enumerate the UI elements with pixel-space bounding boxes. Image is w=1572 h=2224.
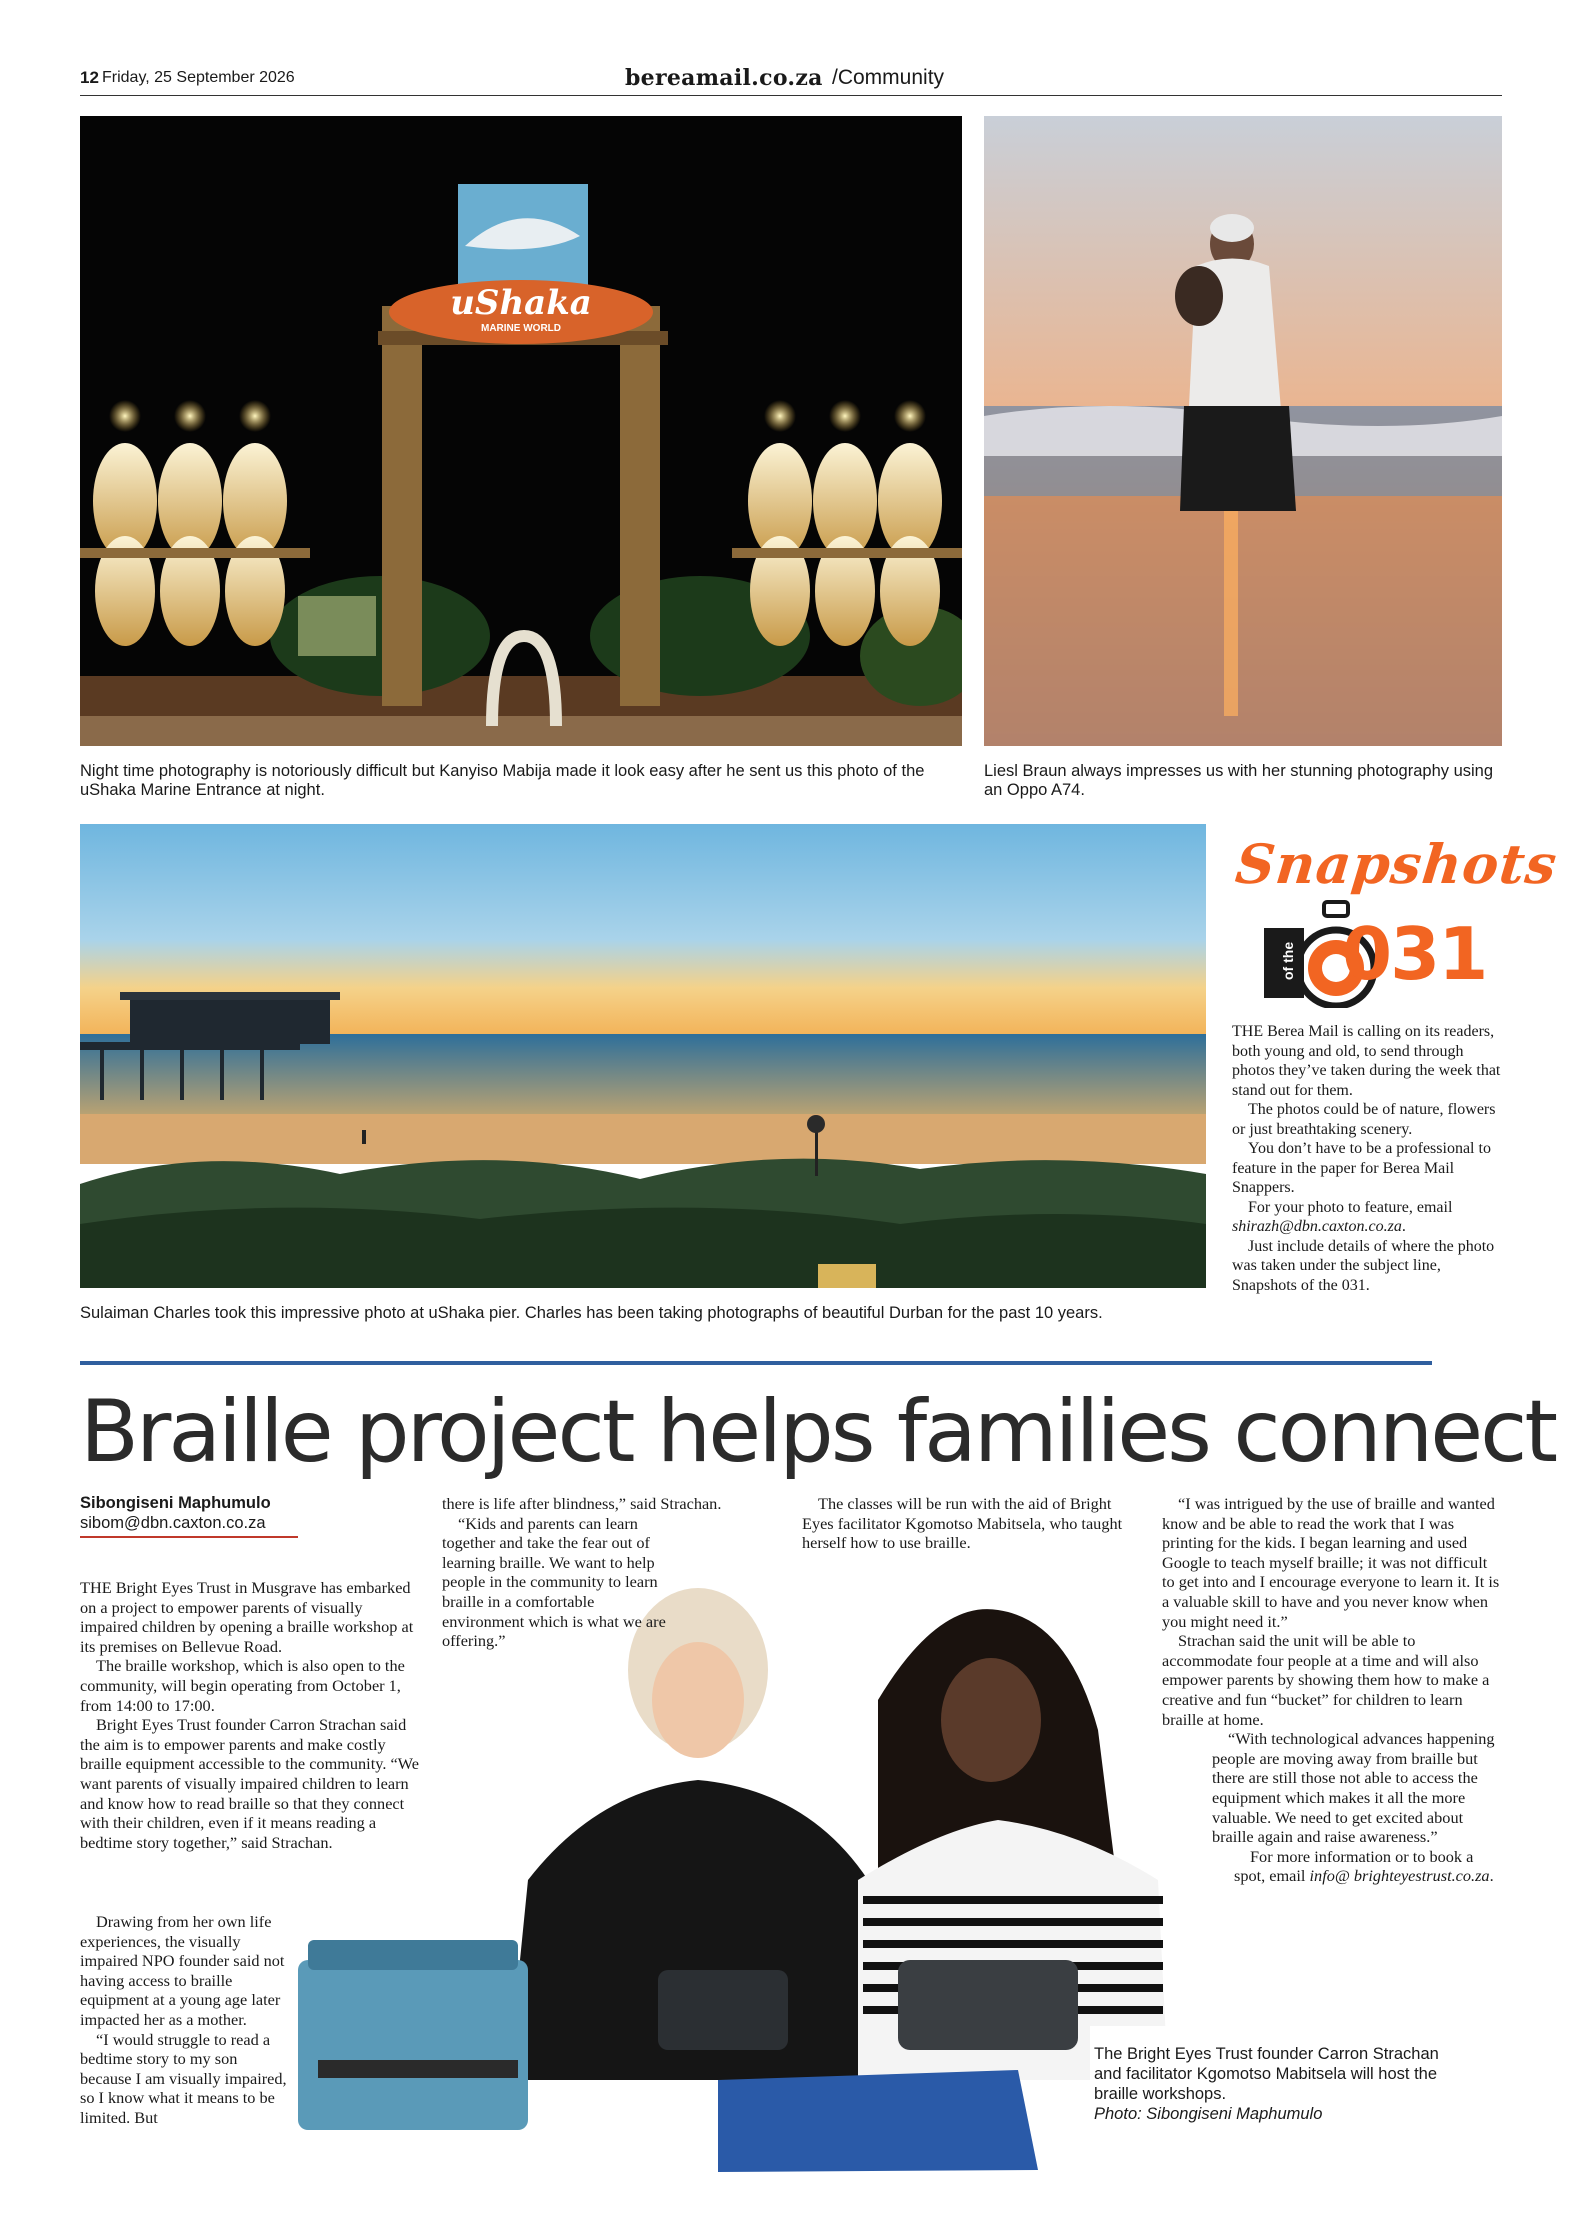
snapshots-logo	[1226, 832, 1561, 1012]
article-column-2	[442, 1494, 782, 1651]
ushaka-night-caption: Night time photography is notoriously difficult but Kanyiso Mabija made it look easy after he sent us this photo of the uShaka Marine Entrance at night.	[80, 762, 925, 799]
article-para: “I was intrigued by the use of braille and wanted know and be able to read the work that I was printing for the kids. I began learning and used Google to teach myself braille; it was not difficult to get into and I encourage everyone to learn it. It is a valuable skill to have and you never know when you might need it.”	[1162, 1494, 1500, 1631]
article-para: “I would struggle to read a bedtime story to my son because I am visually impaired, so I know what it means to be limited. But	[80, 2029, 287, 2127]
article-para: Drawing from her own life experiences, the visually impaired NPO founder said not having access to braille equipment at a young age later impacted her as a mother.	[80, 1912, 285, 2029]
feature-photo-credit: Photo: Sibongiseni Maphumulo	[1094, 2105, 1323, 2123]
article-column-4	[1162, 1494, 1502, 1886]
byline-underline	[80, 1536, 298, 1538]
snapshots-para-3: You don’t have to be a professional to feature in the paper for Berea Mail Snappers.	[1232, 1140, 1491, 1196]
article-para: Strachan said the unit will be able to accommodate four people at a time and will also empower parents by showing them how to make a creative and fun “bucket” for children to learn braille at home.	[1162, 1631, 1490, 1729]
issue-date: Friday, 25 September 2026	[102, 69, 295, 86]
article-para: “With technological advances happening people are moving away from braille but there are still those not able to access the equipment which makes it all the more valuable. We need to get excited about braille again and raise awareness.”	[1212, 1729, 1495, 1847]
snapshots-wordmark: Snapshots	[1232, 832, 1561, 896]
snapshots-para-4: For your photo to feature, email shirazh@dbn.caxton.co.za.	[1232, 1198, 1453, 1235]
page-number: 12	[80, 68, 99, 87]
article-para: “Kids and parents can learn together and take the fear out of learning braille. We want to help people in the community to learn braille in a comfortable environment which is what we are offering.”	[442, 1513, 666, 1651]
article-column-3	[802, 1494, 1142, 1553]
snapshots-para-1: THE Berea Mail is calling on its readers, both young and old, to send through photos they’ve taken during the week that stand out for them.	[1232, 1023, 1501, 1099]
article-column-1-wrap	[80, 1912, 288, 2128]
article-para: For more information or to book a spot, email info@ brighteyestrust.co.za.	[1234, 1846, 1494, 1886]
of-the-label: of the	[1280, 941, 1296, 980]
byline-author: Sibongiseni Maphumulo	[80, 1494, 271, 1512]
article-para: there is life after blindness,” said Strachan.	[442, 1494, 722, 1513]
contact-email: info@ brighteyestrust.co.za	[1309, 1866, 1490, 1886]
ushaka-sign-text: uShaka	[450, 283, 592, 323]
ushaka-pier-caption: Sulaiman Charles took this impressive photo at uShaka pier. Charles has been taking photographs of beautiful Durban for the past 10 years.	[80, 1304, 1103, 1322]
snapshots-para-2: The photos could be of nature, flowers or just breathtaking scenery.	[1232, 1101, 1496, 1138]
article-column-1	[80, 1578, 422, 1852]
article-para: The classes will be run with the aid of Bright Eyes facilitator Kgomotso Mabitsela, who taught herself how to use braille.	[802, 1494, 1123, 1553]
ushaka-pier-photo	[80, 824, 1206, 1288]
article-headline: Braille project helps families connect	[80, 1382, 1556, 1482]
beach-mother-photo	[984, 116, 1502, 746]
snapshots-para-5: Just include details of where the photo was taken under the subject line, Snapshots of the 031.	[1232, 1237, 1495, 1294]
site-name: bereamail.co.za	[625, 65, 823, 91]
section-divider	[80, 1361, 1432, 1365]
page-header	[80, 66, 1502, 96]
ushaka-sign-subtext: MARINE WORLD	[481, 323, 561, 334]
ushaka-night-photo	[80, 116, 962, 746]
article-para: The braille workshop, which is also open to the community, will begin operating from October 1, from 14:00 to 17:00.	[80, 1656, 405, 1715]
feature-caption: The Bright Eyes Trust founder Carron Strachan and facilitator Kgomotso Mabitsela will host the braille workshops. Photo: Sibongiseni Maphumulo	[1094, 2045, 1439, 2123]
beach-mother-caption: Liesl Braun always impresses us with her stunning photography using an Oppo A74.	[984, 762, 1494, 799]
snapshots-031: 031	[1342, 912, 1487, 996]
byline-email: sibom@dbn.caxton.co.za	[80, 1514, 266, 1532]
snapshots-text	[1232, 1022, 1502, 1295]
article-para: Bright Eyes Trust founder Carron Strachan said the aim is to empower parents and make costly braille equipment accessible to the community. “We want parents of visually impaired children to learn and know how to read braille so that they connect with their children, even if it means reading a bedtime story together,” said Strachan.	[80, 1715, 419, 1852]
snapshots-email: shirazh@dbn.caxton.co.za	[1232, 1218, 1402, 1235]
section-name: /Community	[832, 66, 945, 89]
article-para: THE Bright Eyes Trust in Musgrave has embarked on a project to empower parents of visually impaired children by opening a braille workshop at its premises on Bellevue Road.	[80, 1578, 414, 1656]
